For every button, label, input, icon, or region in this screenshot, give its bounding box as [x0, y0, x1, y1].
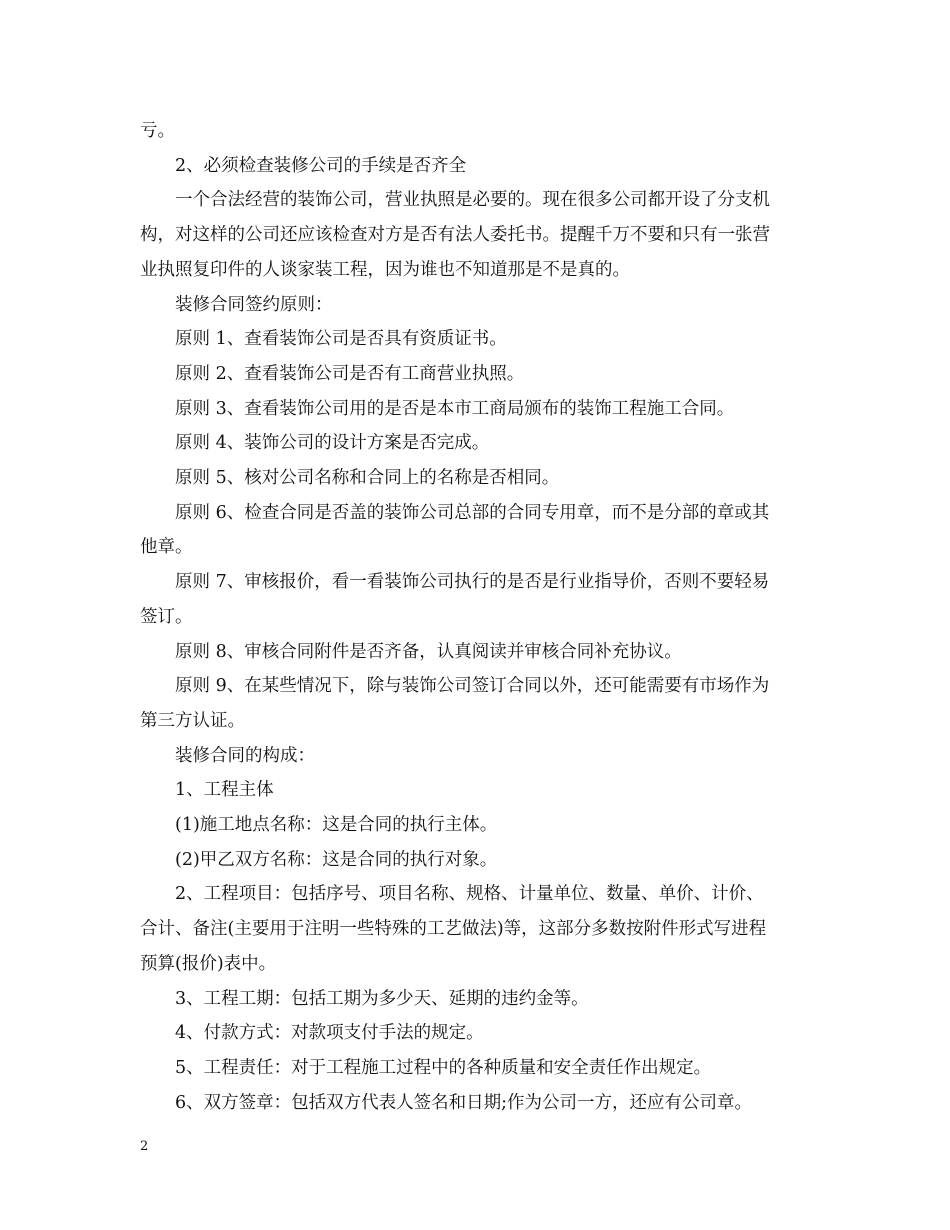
text-line: 第三方认证。 [140, 710, 245, 731]
text-line: 业执照复印件的人谈家装工程，因为谁也不知道那是不是真的。 [140, 259, 630, 280]
list-item: 6、双方签章：包括双方代表人签名和日期;作为公司一方，还应有公司章。 [175, 1092, 753, 1113]
principle-item: 原则 7、审核报价，看一看装饰公司执行的是否是行业指导价，否则不要轻易 [175, 572, 770, 593]
list-item: (2)甲乙双方名称：这是合同的执行对象。 [175, 849, 498, 870]
list-item: 1、工程主体 [175, 780, 274, 801]
text-line: 签订。 [140, 606, 193, 627]
list-item: 3、工程工期：包括工期为多少天、延期的违约金等。 [175, 988, 589, 1009]
text-line: 构，对这样的公司还应该检查对方是否有法人委托书。提醒千万不要和只有一张营 [140, 225, 770, 246]
text-line: 亏。 [140, 121, 175, 141]
text-line: 一个合法经营的装饰公司，营业执照是必要的。现在很多公司都开设了分支机 [175, 190, 770, 211]
text-line: 预算(报价)表中。 [140, 953, 277, 974]
section-heading: 装修合同签约原则： [175, 294, 333, 315]
list-item: 5、工程责任：对于工程施工过程中的各种质量和安全责任作出规定。 [175, 1057, 712, 1078]
principle-item: 原则 3、查看装饰公司用的是否是本市工商局颁布的装饰工程施工合同。 [175, 398, 735, 419]
principle-item: 原则 4、装饰公司的设计方案是否完成。 [175, 433, 490, 454]
list-item: (1)施工地点名称：这是合同的执行主体。 [175, 815, 498, 836]
principle-item: 原则 8、审核合同附件是否齐备，认真阅读并审核合同补充协议。 [175, 641, 682, 662]
principle-item: 原则 6、检查合同是否盖的装饰公司总部的合同专用章，而不是分部的章或其 [175, 502, 770, 523]
list-item: 2、工程项目：包括序号、项目名称、规格、计量单位、数量、单价、计价、 [175, 884, 764, 905]
section-heading: 装修合同的构成： [175, 745, 315, 766]
text-line: 他章。 [140, 537, 193, 558]
principle-item: 原则 2、查看装饰公司是否有工商营业执照。 [175, 363, 525, 384]
text-line: 合计、备注(主要用于注明一些特殊的工艺做法)等，这部分多数按附件形式写进程 [140, 919, 767, 940]
document-body [140, 114, 812, 1120]
principle-item: 原则 9、在某些情况下，除与装饰公司签订合同以外，还可能需要有市场作为 [175, 676, 770, 697]
principle-item: 原则 5、核对公司名称和合同上的名称是否相同。 [175, 468, 560, 489]
list-item: 4、付款方式：对款项支付手法的规定。 [175, 1023, 484, 1044]
principle-item: 原则 1、查看装饰公司是否具有资质证书。 [175, 329, 507, 350]
page-number: 2 [140, 1139, 149, 1154]
section-heading: 2、必须检查装修公司的手续是否齐全 [175, 155, 467, 176]
